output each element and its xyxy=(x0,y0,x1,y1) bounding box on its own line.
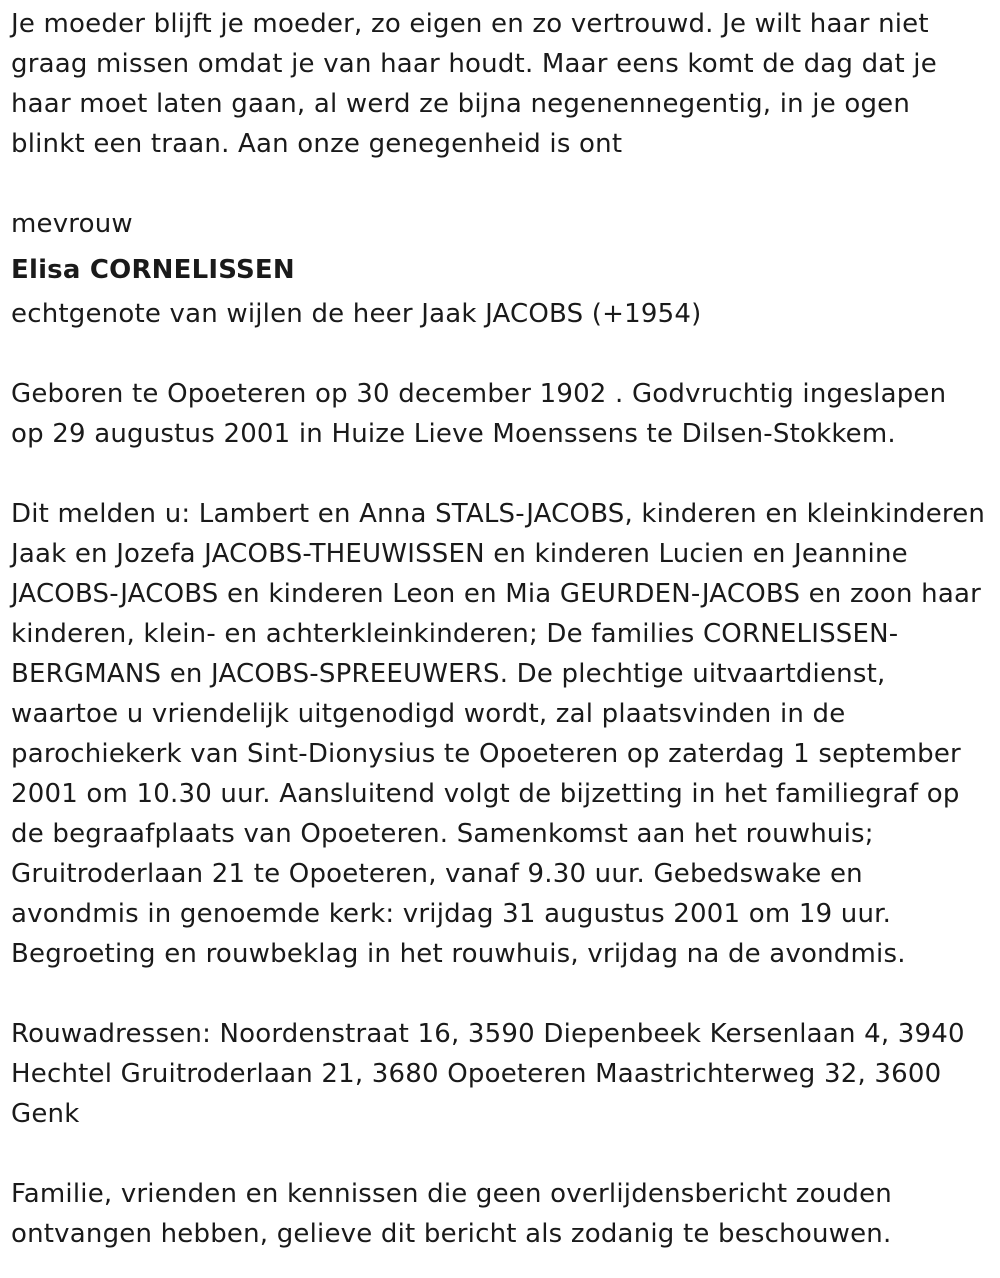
intro-poem: Je moeder blijft je moeder, zo eigen en zo vertrouwd. Je wilt haar niet graag missen omdat je van haar houdt. Maar eens komt de dag dat je haar moet laten gaan, al werd ze bijna negenennegentig, in je ogen blinkt een traan. Aan onze genegenheid is ont xyxy=(11,9,937,159)
announcement-paragraph: Dit melden u: Lambert en Anna STALS-JACOBS, kinderen en kleinkinderen Jaak en Jozefa JACOBS-THEUWISSEN en kinderen Lucien en Jeannine JACOBS-JACOBS en kinderen Leon en Mia GEURDEN-JACOBS en zoon haar kinderen, klein- en achterkleinkinderen; De families CORNELISSEN-BERGMANS en JACOBS-SPREEUWERS. De plechtige uitvaartdienst, waartoe u vriendelijk uitgenodigd wordt, zal plaatsvinden in de parochiekerk van Sint-Dionysius te Opoeteren op zaterdag 1 september 2001 om 10.30 uur. Aansluitend volgt de bijzetting in het familiegraf op de begraafplaats van Opoeteren. Samenkomst aan het rouwhuis; Gruitroderlaan 21 te Opoeteren, vanaf 9.30 uur. Gebedswake en avondmis in genoemde kerk: vrijdag 31 augustus 2001 om 19 uur. Begroeting en rouwbeklag in het rouwhuis, vrijdag na de avondmis. xyxy=(11,499,986,969)
addresses-paragraph: Rouwadressen: Noordenstraat 16, 3590 Diepenbeek Kersenlaan 4, 3940 Hechtel Gruitroderlaan 21, 3680 Opoeteren Maastrichterweg 32, 3600 Genk xyxy=(11,1019,965,1129)
closing-paragraph: Familie, vrienden en kennissen die geen overlijdensbericht zouden ontvangen hebben, gelieve dit bericht als zodanig te beschouwen. xyxy=(11,1179,892,1249)
deceased-name: Elisa CORNELISSEN xyxy=(11,255,295,285)
spouse-line: echtgenote van wijlen de heer Jaak JACOBS (+1954) xyxy=(11,299,702,329)
birth-death-paragraph: Geboren te Opoeteren op 30 december 1902 . Godvruchtig ingeslapen op 29 augustus 2001 in Huize Lieve Moenssens te Dilsen-Stokkem. xyxy=(11,379,947,449)
salutation: mevrouw xyxy=(11,209,133,239)
